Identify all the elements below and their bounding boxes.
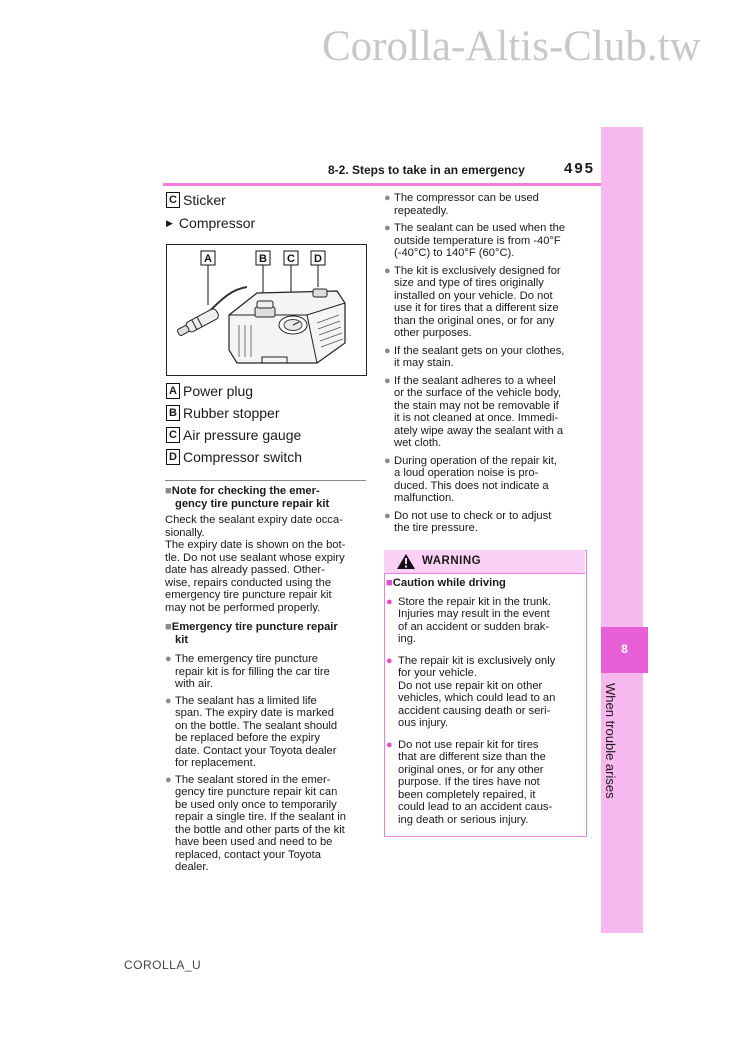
- section-divider: [165, 480, 366, 481]
- bullet-line: be replaced before the expiry: [175, 732, 320, 744]
- kit-bullet: [165, 653, 370, 691]
- kit-heading-line: Emergency tire puncture repair: [171, 621, 338, 633]
- bullet-dot-icon: ●: [384, 509, 391, 522]
- kit-heading: [165, 621, 370, 646]
- bullet-dot-icon: ●: [384, 344, 391, 357]
- bullet-line: installed on your vehicle. Do not: [394, 289, 553, 302]
- note-heading-line: gency tire puncture repair kit: [175, 497, 330, 510]
- bullet-line: use it for tires that a different size: [394, 302, 559, 314]
- bullet-line: accident causing death or seri-: [398, 704, 551, 717]
- bullet-dot-icon: ●: [384, 264, 391, 277]
- bullet-line: than the original ones, or for any: [394, 314, 555, 327]
- bullet-line: be used only once to temporarily: [175, 798, 337, 811]
- square-bullet-icon: ■: [386, 577, 393, 589]
- square-bullet-icon: ■: [165, 485, 172, 497]
- part-letter-box: C: [166, 192, 180, 208]
- bullet-line: been completely repaired, it: [398, 788, 536, 801]
- bullet-line: or the surface of the vehicle body,: [394, 387, 562, 399]
- bullet-line: wet cloth.: [394, 437, 442, 449]
- chapter-number: 8: [621, 642, 628, 656]
- bullet-line: outside temperature is from -40°F: [394, 234, 561, 247]
- bullet-line: The sealant stored in the emer-: [175, 773, 331, 786]
- info-bullet: [384, 192, 589, 217]
- compressor-heading-text: Compressor: [178, 215, 256, 231]
- warning-heading: [386, 577, 584, 590]
- bullet-line: (-40°C) to 140°F (60°C).: [394, 247, 515, 259]
- warning-bullet: [386, 596, 584, 646]
- watermark: Corolla-Altis-Club.tw: [322, 23, 701, 70]
- bullet-line: The compressor can be used: [394, 192, 539, 204]
- warning-triangle-icon: [396, 553, 416, 570]
- note-line: emergency tire puncture repair kit: [165, 589, 332, 601]
- warning-heading-text: Caution while driving: [392, 577, 506, 589]
- bullet-line: Injuries may result in the event: [398, 608, 550, 620]
- bullet-line: dealer.: [175, 861, 209, 873]
- bullet-dot-icon: ●: [386, 654, 393, 667]
- note-line: may not be performed properly.: [165, 601, 321, 614]
- info-bullet: [384, 345, 589, 370]
- part-letter-box: A: [166, 383, 180, 399]
- figure-letter-c: C: [287, 253, 295, 265]
- part-letter-box: C: [166, 427, 180, 443]
- warning-label: WARNING: [422, 555, 482, 567]
- note-line: tle. Do not use sealant whose expiry: [165, 551, 345, 564]
- part-row-compressor-switch: [166, 449, 302, 465]
- bullet-line: Do not use repair kit on other: [398, 679, 543, 692]
- compressor-illustration: [166, 244, 367, 376]
- bullet-line: The repair kit is exclusively only: [398, 654, 556, 667]
- note-heading-line: Note for checking the emer-: [171, 485, 320, 497]
- kit-bullet: [165, 774, 370, 874]
- note-line: The expiry date is shown on the bot-: [165, 539, 346, 551]
- bullet-dot-icon: ●: [384, 192, 391, 204]
- figure-letter-b: B: [259, 253, 267, 265]
- bullet-dot-icon: ●: [384, 454, 391, 467]
- note-section: [165, 485, 370, 874]
- part-row-power-plug: [166, 383, 253, 399]
- bullet-dot-icon: ●: [384, 374, 391, 387]
- part-label: Compressor switch: [183, 449, 303, 465]
- part-row-rubber-stopper: [166, 405, 280, 421]
- note-line: date has already passed. Other-: [165, 564, 325, 576]
- triangle-bullet-icon: ▶: [166, 217, 173, 228]
- bullet-dot-icon: ●: [165, 653, 172, 665]
- bullet-line: original ones, or for any other: [398, 763, 544, 776]
- sticker-label: Sticker: [183, 192, 226, 208]
- bullet-line: on the bottle. The sealant should: [175, 719, 338, 732]
- kit-heading-line: kit: [175, 633, 189, 646]
- bullet-line: vehicles, which could lead to an: [398, 692, 556, 704]
- bullet-line: The emergency tire puncture: [175, 653, 319, 665]
- bullet-line: the tire pressure.: [394, 522, 478, 534]
- bullet-line: If the sealant gets on your clothes,: [394, 344, 565, 357]
- bullet-line: size and type of tires originally: [394, 277, 544, 289]
- section-header: 8-2. Steps to take in an emergency: [328, 163, 525, 177]
- bullet-line: it may stain.: [394, 357, 454, 369]
- bullet-line: span. The expiry date is marked: [175, 707, 334, 719]
- bullet-line: that are different size than the: [398, 751, 546, 763]
- note-heading: [165, 485, 370, 510]
- bullet-line: date. Contact your Toyota dealer: [175, 744, 337, 757]
- bullet-line: purpose. If the tires have not: [398, 776, 540, 788]
- part-letter-box: D: [166, 449, 180, 465]
- sticker-label-row: [166, 192, 226, 208]
- bullet-line: of an accident or sudden brak-: [398, 620, 550, 633]
- bullet-line: ing death or serious injury.: [398, 813, 529, 826]
- page-number: 495: [564, 160, 596, 177]
- info-bullet: [384, 455, 589, 505]
- kit-bullet: [165, 695, 370, 770]
- bullet-line: Do not use repair kit for tires: [398, 738, 539, 751]
- compressor-heading: [164, 215, 255, 231]
- bullet-line: other purposes.: [394, 327, 472, 339]
- bullet-line: it is not cleaned at once. Immedi-: [394, 412, 559, 424]
- info-bullet: [384, 265, 589, 340]
- right-bullets: [384, 192, 589, 535]
- bullet-line: have been used and need to be: [175, 836, 333, 848]
- bullet-line: ately wipe away the sealant with a: [394, 424, 564, 437]
- bullet-line: could lead to an accident caus-: [398, 801, 553, 813]
- chapter-title: When trouble arises: [603, 683, 618, 799]
- bullet-dot-icon: ●: [386, 738, 393, 751]
- bullet-line: ing.: [398, 633, 417, 645]
- bullet-line: ous injury.: [398, 717, 449, 729]
- warning-content: [386, 577, 584, 826]
- bullet-dot-icon: ●: [384, 222, 391, 234]
- bullet-line: The sealant can be used when the: [394, 222, 566, 234]
- bullet-line: Store the repair kit in the trunk.: [398, 595, 551, 608]
- bullet-line: for your vehicle.: [398, 667, 477, 679]
- bullet-line: the bottle and other parts of the kit: [175, 823, 345, 836]
- note-line: sionally.: [165, 526, 205, 539]
- bullet-line: The sealant has a limited life: [175, 694, 317, 707]
- side-tab: [601, 127, 643, 933]
- bullet-line: If the sealant adheres to a wheel: [394, 374, 556, 387]
- bullet-line: repeatedly.: [394, 204, 449, 217]
- bullet-line: for replacement.: [175, 757, 256, 769]
- info-bullet: [384, 510, 589, 535]
- figure-letter-d: D: [314, 253, 322, 265]
- compressor-drawing: [167, 245, 366, 375]
- bullet-dot-icon: ●: [165, 694, 172, 707]
- footer-code: COROLLA_U: [124, 958, 202, 972]
- info-bullet: [384, 222, 589, 260]
- part-label: Air pressure gauge: [183, 427, 302, 443]
- bullet-line: malfunction.: [394, 492, 455, 504]
- bullet-line: gency tire puncture repair kit can: [175, 786, 338, 798]
- bullet-line: During operation of the repair kit,: [394, 454, 557, 467]
- bullet-line: repair a single tire. If the sealant in: [175, 811, 347, 823]
- warning-bullet: [386, 739, 584, 827]
- bullet-line: duced. This does not indicate a: [394, 479, 549, 492]
- bullet-line: a loud operation noise is pro-: [394, 467, 539, 479]
- bullet-dot-icon: ●: [165, 773, 172, 786]
- part-letter-box: B: [166, 405, 180, 421]
- note-body: [165, 514, 370, 614]
- part-row-air-pressure-gauge: [166, 427, 301, 443]
- info-bullet: [384, 375, 589, 450]
- square-bullet-icon: ■: [165, 621, 172, 633]
- part-label: Power plug: [183, 383, 254, 399]
- note-line: Check the sealant expiry date occa-: [165, 514, 343, 526]
- figure-letter-a: A: [204, 253, 212, 265]
- bullet-line: repair kit is for filling the car tire: [175, 665, 330, 678]
- bullet-dot-icon: ●: [386, 595, 393, 608]
- bullet-line: the stain may not be removable if: [394, 399, 559, 412]
- note-line: wise, repairs conducted using the: [165, 576, 332, 589]
- header-rule: [163, 183, 601, 186]
- bullet-line: Do not use to check or to adjust: [394, 509, 552, 522]
- part-label: Rubber stopper: [183, 405, 280, 421]
- bullet-line: with air.: [175, 678, 213, 690]
- bullet-line: replaced, contact your Toyota: [175, 848, 321, 861]
- warning-bullet: [386, 655, 584, 730]
- bullet-line: The kit is exclusively designed for: [394, 264, 561, 277]
